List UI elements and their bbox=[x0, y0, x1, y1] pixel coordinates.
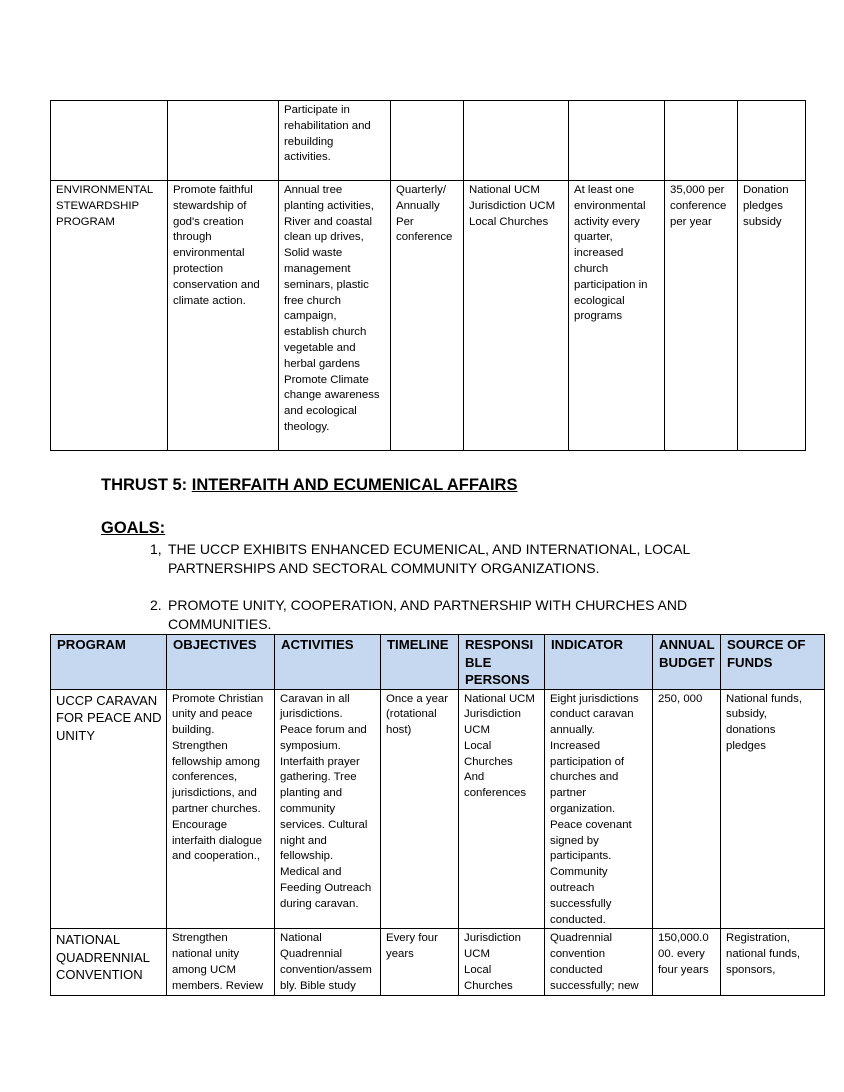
header-objectives: OBJECTIVES bbox=[167, 635, 275, 690]
objectives-cell: Promote Christian unity and peace building. Strengthen fellowship among conferences, jurisdictions, and partner churches. Encourage interfaith dialogue and cooperation., bbox=[167, 689, 275, 929]
indicator-cell: At least one environmental activity every quarter, increased church participation in ecological programs bbox=[569, 181, 665, 451]
header-program: PROGRAM bbox=[51, 635, 167, 690]
program-cell: ENVIRONMENTAL STEWARDSHIP PROGRAM bbox=[51, 181, 168, 451]
activities-cell: Participate in rehabilitation and rebuilding activities. bbox=[279, 101, 391, 181]
header-budget: ANNUAL BUDGET bbox=[653, 635, 721, 690]
thrust-title: INTERFAITH AND ECUMENICAL AFFAIRS bbox=[191, 476, 518, 494]
responsible-cell: National UCM Jurisdiction UCM Local Churches And conferences bbox=[459, 689, 545, 929]
header-responsible: RESPONSI BLE PERSONS bbox=[459, 635, 545, 690]
source-cell: Donation pledges subsidy bbox=[738, 181, 806, 451]
indicator-cell: Quadrennial convention conducted successfully; new bbox=[545, 929, 653, 995]
budget-cell bbox=[665, 101, 738, 181]
timeline-cell bbox=[391, 101, 464, 181]
indicator-cell: Eight jurisdictions conduct caravan annually. Increased participation of churches and partner organization. Peace covenant signed by participants. Community outreach successfully conducted. bbox=[545, 689, 653, 929]
timeline-cell: Once a year (rotational host) bbox=[381, 689, 459, 929]
activities-cell: Caravan in all jurisdictions. Peace forum and symposium. Interfaith prayer gathering. Tree planting and community services. Cultural night and fellowship. Medical and Feeding Outreach during caravan. bbox=[275, 689, 381, 929]
goal-text: PROMOTE UNITY, COOPERATION, AND PARTNERSHIP WITH CHURCHES AND COMMUNITIES. bbox=[168, 597, 688, 632]
table-row bbox=[51, 181, 806, 451]
objectives-cell: Strengthen national unity among UCM members. Review bbox=[167, 929, 275, 995]
goal-text: THE UCCP EXHIBITS ENHANCED ECUMENICAL, AND INTERNATIONAL, LOCAL PARTNERSHIPS AND SECTORAL COMMUNITY ORGANIZATIONS. bbox=[168, 541, 691, 576]
thrust-heading bbox=[101, 476, 517, 495]
header-timeline: TIMELINE bbox=[381, 635, 459, 690]
timeline-cell: Quarterly/ Annually Per conference bbox=[391, 181, 464, 451]
budget-cell: 35,000 per conference per year bbox=[665, 181, 738, 451]
program-table-continued bbox=[50, 100, 806, 451]
program-cell: NATIONAL QUADRENNIAL CONVENTION bbox=[51, 929, 167, 995]
program-table-thrust-5 bbox=[50, 634, 825, 996]
indicator-cell bbox=[569, 101, 665, 181]
source-cell: Registration, national funds, sponsors, bbox=[721, 929, 825, 995]
timeline-cell: Every four years bbox=[381, 929, 459, 995]
table-header-row bbox=[51, 635, 825, 690]
goal-number: 2. bbox=[150, 597, 162, 613]
program-cell bbox=[51, 101, 168, 181]
goal-number: 1, bbox=[150, 541, 162, 557]
activities-cell: National Quadrennial convention/assem bly. Bible study bbox=[275, 929, 381, 995]
header-activities: ACTIVITIES bbox=[275, 635, 381, 690]
source-cell: National funds, subsidy, donations pledges bbox=[721, 689, 825, 929]
header-indicator: INDICATOR bbox=[545, 635, 653, 690]
table-row bbox=[51, 101, 806, 181]
responsible-cell bbox=[464, 101, 569, 181]
table-row bbox=[51, 689, 825, 929]
objectives-cell: Promote faithful stewardship of god's creation through environmental protection conservation and climate action. bbox=[168, 181, 279, 451]
goals-heading: GOALS: bbox=[101, 519, 166, 537]
responsible-cell: National UCM Jurisdiction UCM Local Churches bbox=[464, 181, 569, 451]
objectives-cell bbox=[168, 101, 279, 181]
budget-cell: 150,000.0 00. every four years bbox=[653, 929, 721, 995]
source-cell bbox=[738, 101, 806, 181]
header-source: SOURCE OF FUNDS bbox=[721, 635, 825, 690]
program-cell: UCCP CARAVAN FOR PEACE AND UNITY bbox=[51, 689, 167, 929]
table-row bbox=[51, 929, 825, 995]
thrust-prefix: THRUST 5: bbox=[101, 476, 192, 494]
responsible-cell: Jurisdiction UCM Local Churches bbox=[459, 929, 545, 995]
budget-cell: 250, 000 bbox=[653, 689, 721, 929]
activities-cell: Annual tree planting activities, River and coastal clean up drives, Solid waste management seminars, plastic free church campaign, establish church vegetable and herbal gardens Promote Climate change awareness and ecological theology. bbox=[279, 181, 391, 451]
